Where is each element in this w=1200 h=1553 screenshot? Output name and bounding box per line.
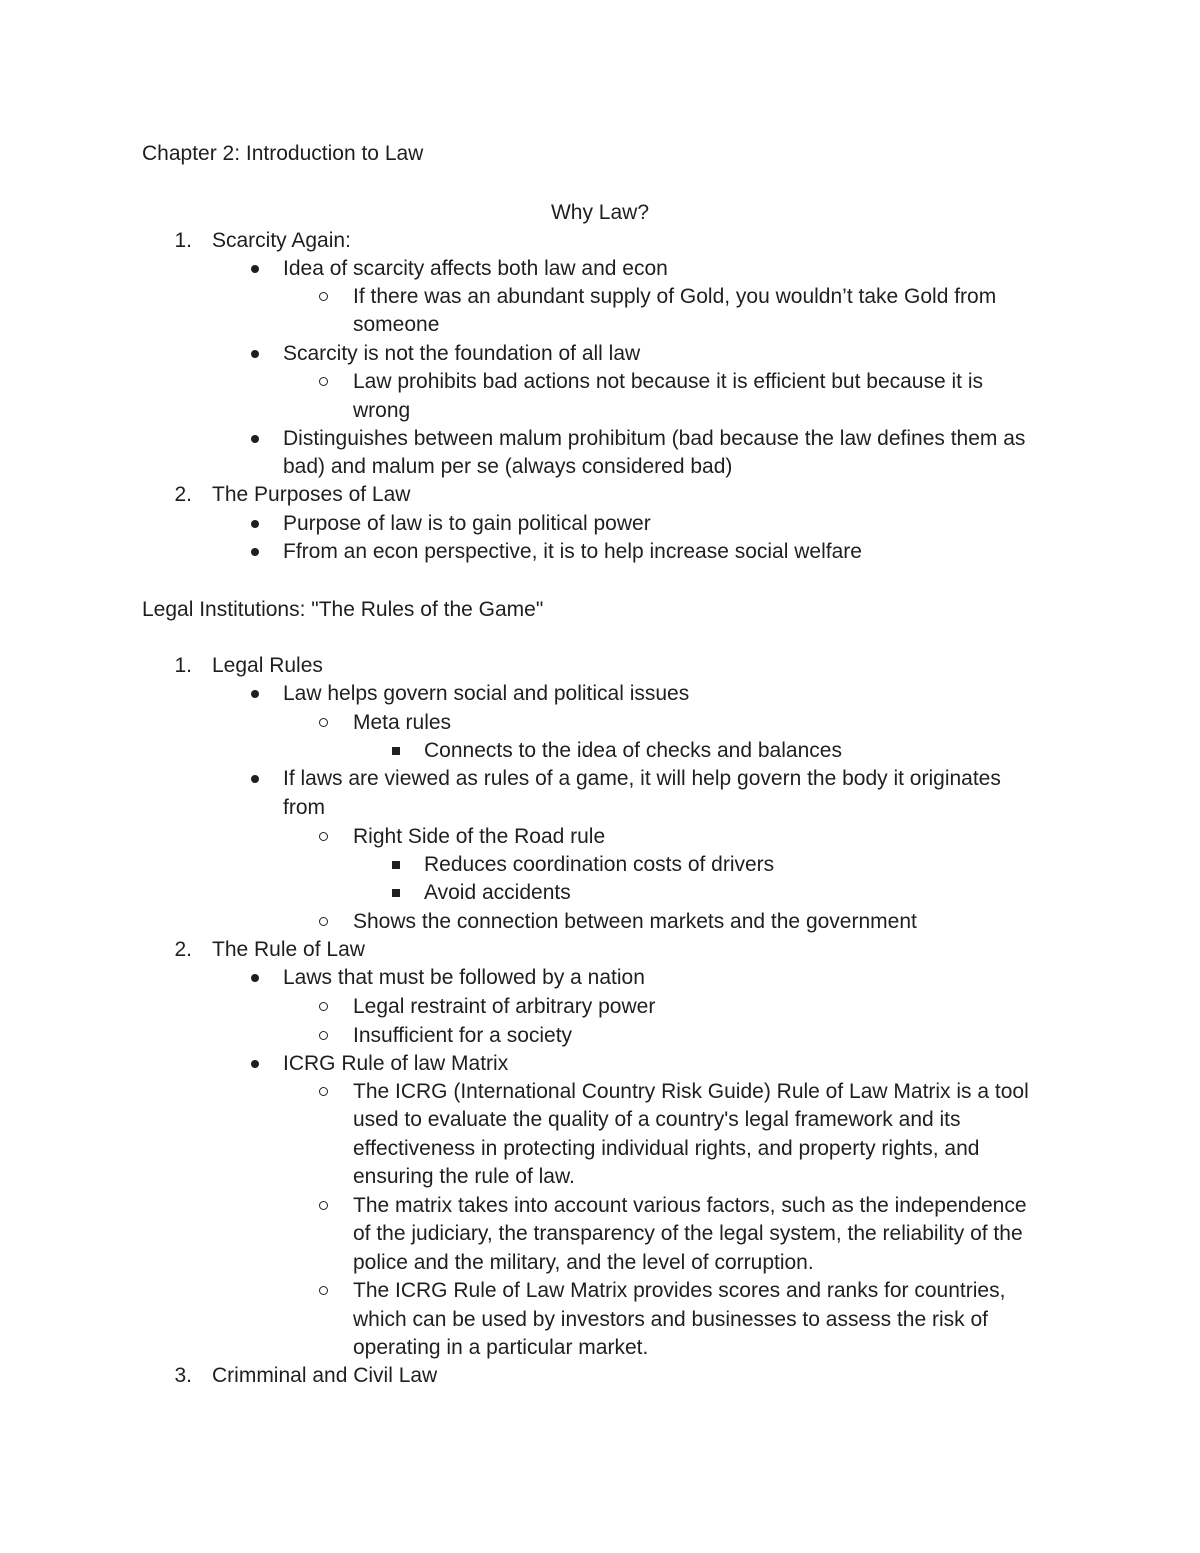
bullet-text: If laws are viewed as rules of a game, it will help govern the body it originates: [283, 767, 1001, 790]
bullet-dot-icon: [251, 548, 259, 556]
list-item-label: The Purposes of Law: [212, 483, 411, 506]
sub-sub-bullet-text: Reduces coordination costs of drivers: [424, 853, 775, 876]
bullet-ring-icon: [319, 832, 328, 841]
sub-bullet-text-cont: which can be used by investors and businesses to assess the risk of: [353, 1308, 989, 1331]
sub-bullet-text-cont: of the judiciary, the transparency of the legal system, the reliability of the: [353, 1222, 1023, 1245]
bullet-dot-icon: [251, 1060, 259, 1068]
sub-bullet-text: Meta rules: [353, 711, 452, 734]
bullet-ring-icon: [319, 1087, 328, 1096]
list-item-label: Crimminal and Civil Law: [212, 1364, 438, 1387]
list-number: 2.: [174, 938, 192, 961]
list-item-label: The Rule of Law: [212, 938, 365, 961]
sub-sub-bullet-text: Connects to the idea of checks and balances: [424, 739, 842, 762]
bullet-dot-icon: [251, 690, 259, 698]
bullet-ring-icon: [319, 377, 328, 386]
list-number: 2.: [174, 483, 192, 506]
sub-bullet-text-cont: someone: [353, 313, 440, 336]
list-item-label: Scarcity Again:: [212, 229, 351, 252]
sub-bullet-text: Legal restraint of arbitrary power: [353, 995, 656, 1018]
sub-bullet-text: The ICRG (International Country Risk Guide) Rule of Law Matrix is a tool: [353, 1080, 1029, 1103]
bullet-text: Scarcity is not the foundation of all law: [283, 342, 641, 365]
sub-bullet-text: Right Side of the Road rule: [353, 825, 606, 848]
bullet-text: Ffrom an econ perspective, it is to help increase social welfare: [283, 540, 862, 563]
sub-bullet-text: The matrix takes into account various factors, such as the independence: [353, 1194, 1027, 1217]
bullet-ring-icon: [319, 917, 328, 926]
section-heading-legal-institutions: Legal Institutions: "The Rules of the Game": [142, 598, 544, 621]
bullet-text: Laws that must be followed by a nation: [283, 966, 645, 989]
bullet-dot-icon: [251, 520, 259, 528]
sub-bullet-text-cont: used to evaluate the quality of a country's legal framework and its: [353, 1108, 961, 1131]
list-item-label: Legal Rules: [212, 654, 323, 677]
bullet-text: Purpose of law is to gain political power: [283, 512, 651, 535]
bullet-text: Idea of scarcity affects both law and econ: [283, 257, 668, 280]
sub-bullet-text-cont: wrong: [353, 399, 411, 422]
bullet-text: Law helps govern social and political issues: [283, 682, 690, 705]
bullet-dot-icon: [251, 265, 259, 273]
list-number: 1.: [174, 654, 192, 677]
bullet-dot-icon: [251, 350, 259, 358]
sub-bullet-text-cont: ensuring the rule of law.: [353, 1165, 575, 1188]
bullet-text: ICRG Rule of law Matrix: [283, 1052, 509, 1075]
list-number: 1.: [174, 229, 192, 252]
chapter-title: Chapter 2: Introduction to Law: [142, 142, 424, 165]
bullet-text: Distinguishes between malum prohibitum (bad because the law defines them as: [283, 427, 1026, 450]
sub-bullet-text: Insufficient for a society: [353, 1024, 573, 1047]
sub-bullet-text-cont: effectiveness in protecting individual rights, and property rights, and: [353, 1137, 980, 1160]
section-heading-why-law: Why Law?: [550, 201, 650, 224]
bullet-square-icon: [392, 861, 400, 869]
bullet-square-icon: [392, 889, 400, 897]
sub-bullet-text: Law prohibits bad actions not because it is efficient but because it is: [353, 370, 983, 393]
sub-sub-bullet-text: Avoid accidents: [424, 881, 571, 904]
bullet-ring-icon: [319, 1002, 328, 1011]
bullet-dot-icon: [251, 974, 259, 982]
bullet-ring-icon: [319, 718, 328, 727]
bullet-ring-icon: [319, 1201, 328, 1210]
bullet-text-cont: from: [283, 796, 325, 819]
bullet-dot-icon: [251, 435, 259, 443]
list-number: 3.: [174, 1364, 192, 1387]
bullet-dot-icon: [251, 775, 259, 783]
sub-bullet-text-cont: operating in a particular market.: [353, 1336, 649, 1359]
sub-bullet-text: Shows the connection between markets and the government: [353, 910, 917, 933]
bullet-ring-icon: [319, 1031, 328, 1040]
bullet-ring-icon: [319, 1286, 328, 1295]
bullet-square-icon: [392, 747, 400, 755]
sub-bullet-text: The ICRG Rule of Law Matrix provides scores and ranks for countries,: [353, 1279, 1006, 1302]
sub-bullet-text: If there was an abundant supply of Gold, you wouldn’t take Gold from: [353, 285, 997, 308]
sub-bullet-text-cont: police and the military, and the level of corruption.: [353, 1251, 814, 1274]
bullet-text-cont: bad) and malum per se (always considered bad): [283, 455, 733, 478]
bullet-ring-icon: [319, 292, 328, 301]
